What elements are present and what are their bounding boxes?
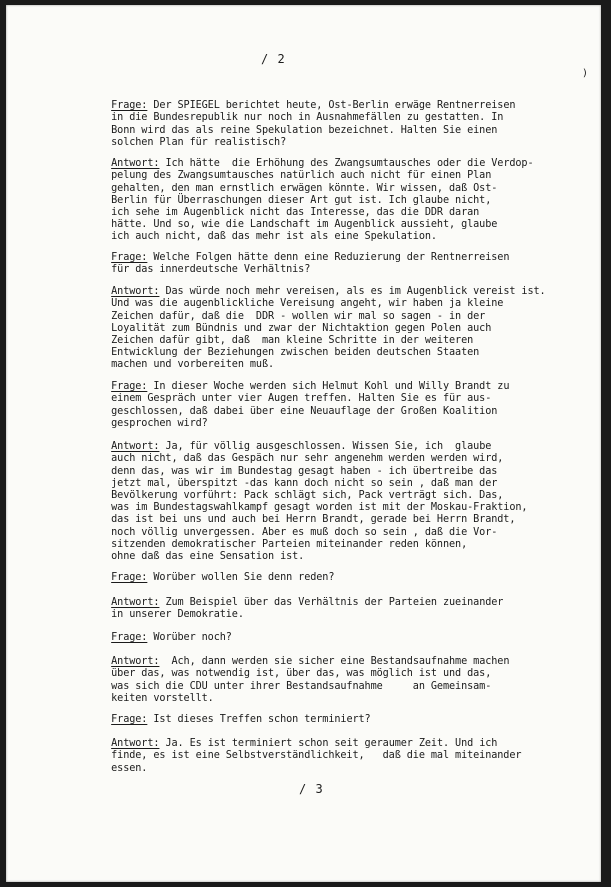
answer-line: auch nicht, daß das Gespäch nur sehr angenehm werden werden wird, [87, 453, 504, 465]
answer-line: finde, es ist eine Selbstverständlichkeit, daß die mal miteinander [87, 750, 522, 762]
question-line: Worüber wollen Sie denn reden? [147, 572, 335, 584]
document-page [6, 5, 601, 882]
answer-label: Antwort: [111, 158, 160, 170]
answer-label: Antwort: [111, 441, 160, 453]
answer-line: essen. [87, 762, 148, 774]
answer-line: Loyalität zum Bündnis und zwar der Nichtaktion gegen Polen auch [87, 322, 492, 334]
question-line: in die Bundesrepublik nur noch in Ausnahmefällen zu gestatten. In [87, 112, 504, 124]
question-1 [87, 88, 587, 149]
answer-line: in unserer Demokratie. [87, 609, 244, 621]
answer-1 [87, 146, 587, 244]
answer-line: Berlin für Überraschungen dieser Art gut ist. Ich glaube nicht, [87, 194, 492, 206]
answer-line: Ja, für völlig ausgeschlossen. Wissen Sie, ich glaube [159, 441, 492, 453]
answer-6 [87, 726, 587, 775]
question-label: Frage: [111, 381, 148, 393]
answer-line: Das würde noch mehr vereisen, als es im Augenblick vereist ist. [159, 286, 546, 298]
question-3 [87, 369, 587, 430]
corner-mark: ) [582, 68, 589, 79]
question-label: Frage: [111, 572, 148, 584]
answer-line: machen und vorbereiten muß. [87, 359, 275, 371]
question-2 [87, 240, 587, 277]
answer-line: denn das, was wir im Bundestag gesagt haben - ich übertreibe das [87, 465, 498, 477]
question-line: für das innerdeutsche Verhältnis? [87, 264, 311, 276]
answer-line: ich sehe im Augenblick nicht das Interesse, das die DDR daran [87, 207, 480, 219]
answer-label: Antwort: [111, 286, 160, 298]
answer-4 [87, 585, 587, 622]
answer-2 [87, 274, 587, 372]
question-label: Frage: [111, 252, 148, 264]
answer-line: Zeichen dafür, daß die DDR - wollen wir mal so sagen - in der [87, 310, 486, 322]
answer-line: Bevölkerung vorführt: Pack schlägt sich, Pack verträgt sich. Das, [87, 490, 504, 502]
answer-label: Antwort: [111, 738, 160, 750]
question-5 [87, 620, 587, 644]
answer-label: Antwort: [111, 597, 160, 609]
question-6 [87, 702, 587, 726]
question-line: Welche Folgen hätte denn eine Reduzierung der Rentnerreisen [147, 252, 510, 264]
question-line: Bonn wird das als reine Spekulation bezeichnet. Halten Sie einen [87, 124, 498, 136]
answer-line: Zeichen dafür gibt, daß man kleine Schritte in der weiteren [87, 335, 474, 347]
question-label: Frage: [111, 632, 148, 644]
answer-line: ich auch nicht, daß das mehr ist als eine Spekulation. [87, 231, 437, 243]
answer-label: Antwort: [111, 656, 160, 668]
question-line: Worüber noch? [147, 632, 232, 644]
answer-line: Ja. Es ist terminiert schon seit geraumer Zeit. Und ich [159, 738, 498, 750]
question-line: einem Gespräch unter vier Augen treffen. Halten Sie es für aus- [87, 393, 492, 405]
answer-line: keiten vorstellt. [87, 692, 214, 704]
answer-line: Und was die augenblickliche Vereisung angeht, wir haben ja kleine [87, 298, 504, 310]
answer-line: gehalten, den man ernstlich erwägen könnte. Wir wissen, daß Ost- [87, 182, 498, 194]
answer-3 [87, 429, 587, 563]
question-line: solchen Plan für realistisch? [87, 136, 287, 148]
answer-line: jetzt mal, überspitzt -das kann doch nicht so sein , daß man der [87, 477, 498, 489]
question-label: Frage: [111, 714, 148, 726]
question-line: Der SPIEGEL berichtet heute, Ost-Berlin erwäge Rentnerreisen [147, 100, 516, 112]
answer-line: sitzenden demokratischer Parteien miteinander reden können, [87, 538, 468, 550]
answer-line: Ach, dann werden sie sicher eine Bestandsaufnahme machen [159, 656, 510, 668]
question-line: In dieser Woche werden sich Helmut Kohl und Willy Brandt zu [147, 381, 510, 393]
answer-line: ohne daß das eine Sensation ist. [87, 551, 305, 563]
answer-line: das ist bei uns und auch bei Herrn Brandt, gerade bei Herrn Brandt, [87, 514, 516, 526]
question-line: gesprochen wird? [87, 417, 208, 429]
page-number-bottom: / 3 [299, 782, 324, 796]
question-4 [87, 560, 587, 584]
answer-line: noch völlig unvergessen. Aber es muß doch so sein , daß die Vor- [87, 526, 498, 538]
answer-line: Ich hätte die Erhöhung des Zwangsumtausches oder die Verdop- [159, 158, 534, 170]
question-line: Ist dieses Treffen schon terminiert? [147, 714, 371, 726]
question-line: geschlossen, daß dabei über eine Neuauflage der Großen Koalition [87, 405, 498, 417]
answer-5 [87, 644, 587, 705]
answer-line: Entwicklung der Beziehungen zwischen beiden deutschen Staaten [87, 347, 480, 359]
answer-line: was sich die CDU unter ihrer Bestandsaufnahme an Gemeinsam- [87, 680, 492, 692]
question-label: Frage: [111, 100, 148, 112]
answer-line: hätte. Und so, wie die Landschaft im Augenblick aussieht, glaube [87, 219, 498, 231]
answer-line: über das, was notwendig ist, über das, was möglich ist und das, [87, 668, 492, 680]
answer-line: pelung des Zwangsumtausches natürlich auch nicht für einen Plan [87, 170, 492, 182]
answer-line: Zum Beispiel über das Verhältnis der Parteien zueinander [159, 597, 504, 609]
page-number-top: / 2 [261, 52, 286, 66]
answer-line: was im Bundestagswahlkampf gesagt worden ist mit der Moskau-Fraktion, [87, 502, 528, 514]
